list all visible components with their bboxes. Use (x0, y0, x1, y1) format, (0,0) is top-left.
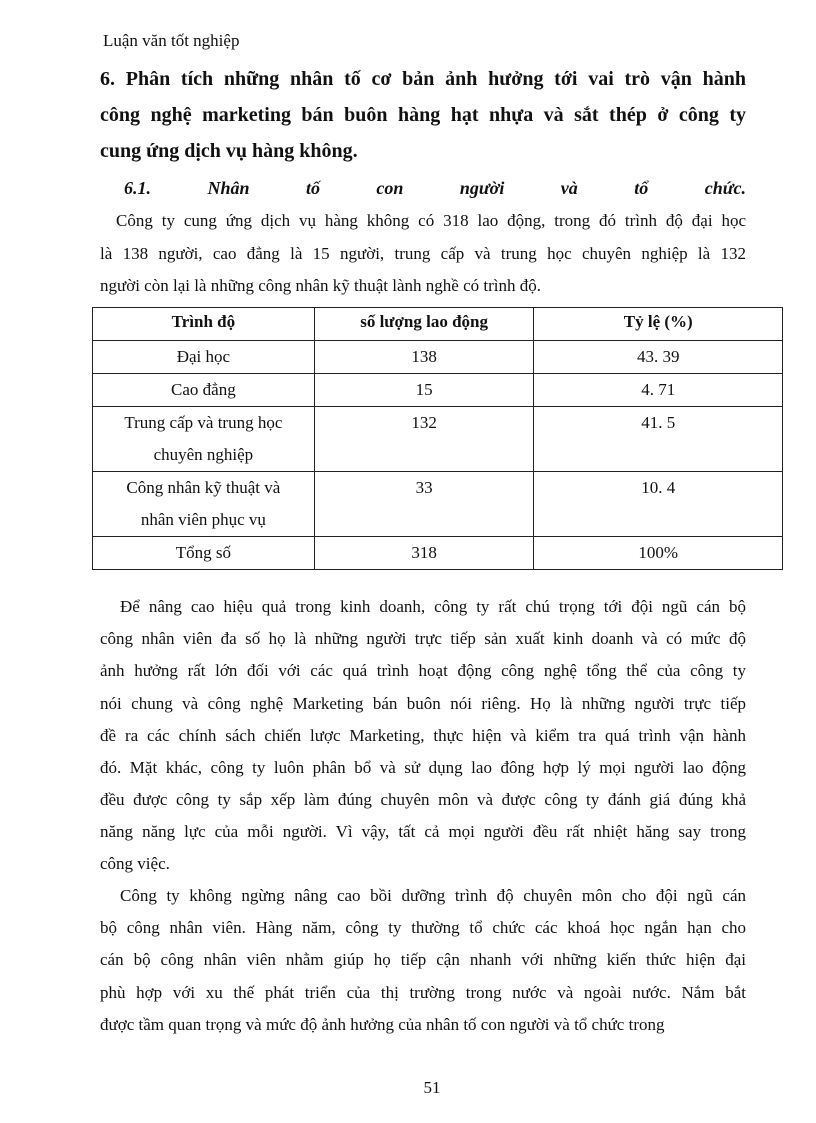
subheading-word: 6.1. (124, 178, 151, 198)
cell-level (93, 472, 315, 537)
subheading-word: chức. (704, 178, 746, 198)
running-header: Luận văn tốt nghiệp (103, 31, 240, 50)
column-header-count: số lượng lao động (314, 308, 534, 341)
cell-level-line: nhân viên phục vụ (140, 510, 266, 529)
cell-count: 318 (314, 537, 534, 570)
paragraph1-line-3: ảnh hưởng rất lớn đối với các quá trình hoạt động công nghệ tổng thể của công ty (100, 661, 746, 680)
intro-line-1: Công ty cung ứng dịch vụ hàng không có 318 lao động, trong đó trình độ đại học (116, 211, 746, 230)
cell-level-line: Trung cấp và trung học (124, 413, 283, 432)
subheading-word: tố (305, 178, 320, 198)
cell-percent: 4. 71 (534, 374, 783, 407)
paragraph1-line-2: công nhân viên đa số họ là những người trực tiếp sản xuất kinh doanh và có mức độ (100, 629, 746, 648)
section-heading-line-1: 6. Phân tích những nhân tố cơ bản ảnh hưởng tới vai trò vận hành (100, 68, 746, 90)
labor-table (92, 307, 783, 570)
paragraph2-line-4: phù hợp với xu thế phát triển của thị trường trong nước và ngoài nước. Nắm bắt (100, 983, 746, 1002)
table-header-row (93, 308, 783, 341)
cell-percent: 10. 4 (534, 472, 783, 537)
paragraph1-line-4: nói chung và công nghệ Marketing bán buôn nói riêng. Họ là những người trực tiếp (100, 694, 746, 713)
cell-percent: 43. 39 (534, 341, 783, 374)
table-row-total (93, 537, 783, 570)
cell-level-line: Công nhân kỹ thuật và (126, 478, 281, 497)
cell-count: 132 (314, 407, 534, 472)
cell-level (93, 341, 315, 374)
cell-count: 33 (314, 472, 534, 537)
cell-percent: 100% (534, 537, 783, 570)
intro-line-2: là 138 người, cao đẳng là 15 người, trung cấp và trung học chuyên nghiệp là 132 (100, 244, 746, 263)
section-heading-line-2: công nghệ marketing bán buôn hàng hạt nhựa và sắt thép ở công ty (100, 104, 746, 126)
subheading-word: tổ (634, 178, 649, 198)
cell-level-line: chuyên nghiệp (153, 445, 254, 464)
cell-percent: 41. 5 (534, 407, 783, 472)
paragraph1-line-1: Để nâng cao hiệu quả trong kinh doanh, công ty rất chú trọng tới đội ngũ cán bộ (120, 597, 746, 616)
subheading-word: và (560, 178, 578, 198)
cell-level-line: Tổng số (175, 543, 231, 562)
cell-level (93, 407, 315, 472)
paragraph2-line-2: bộ công nhân viên. Hàng năm, công ty thường tổ chức các khoá học ngắn hạn cho (100, 918, 746, 937)
paragraph2-line-3: cán bộ công nhân viên nhằm giúp họ tiếp cận nhanh với những kiến thức hiện đại (100, 950, 746, 969)
cell-level (93, 537, 315, 570)
paragraph2-line-1: Công ty không ngừng nâng cao bồi dưỡng trình độ chuyên môn cho đội ngũ cán (120, 886, 746, 905)
subsection-heading (124, 178, 746, 199)
table-row (93, 341, 783, 374)
cell-level (93, 374, 315, 407)
subheading-word: người (459, 178, 505, 198)
page-number: 51 (423, 1078, 441, 1097)
table-row (93, 374, 783, 407)
intro-line-3: người còn lại là những công nhân kỹ thuật lành nghề có trình độ. (100, 276, 541, 295)
paragraph2-line-5: được tầm quan trọng và mức độ ảnh hưởng của nhân tố con người và tổ chức trong (100, 1015, 665, 1034)
cell-level-line: Cao đẳng (171, 380, 236, 399)
subheading-word: Nhân (207, 178, 250, 198)
paragraph1-line-8: năng năng lực của mỗi người. Vì vậy, tất cả mọi người đều rất nhiệt hăng say trong (100, 822, 746, 841)
paragraph1-line-5: đề ra các chính sách chiến lược Marketing, thực hiện và kiểm tra quá trình vận hành (100, 726, 746, 745)
subheading-word: con (376, 178, 404, 198)
section-heading-line-3: cung ứng dịch vụ hàng không. (100, 140, 358, 162)
cell-level-line: Đại học (176, 347, 231, 366)
table-row (93, 407, 783, 472)
column-header-level: Trình độ (93, 308, 315, 341)
column-header-percent: Tỷ lệ (%) (534, 308, 783, 341)
table-row (93, 472, 783, 537)
paragraph1-line-7: đều được công ty sắp xếp làm đúng chuyên môn và được công ty đánh giá đúng khả (100, 790, 746, 809)
paragraph1-line-9: công việc. (100, 854, 170, 873)
paragraph1-line-6: đó. Mặt khác, công ty luôn phân bổ và sử dụng lao đông hợp lý mọi người lao động (100, 758, 746, 777)
cell-count: 138 (314, 341, 534, 374)
cell-count: 15 (314, 374, 534, 407)
